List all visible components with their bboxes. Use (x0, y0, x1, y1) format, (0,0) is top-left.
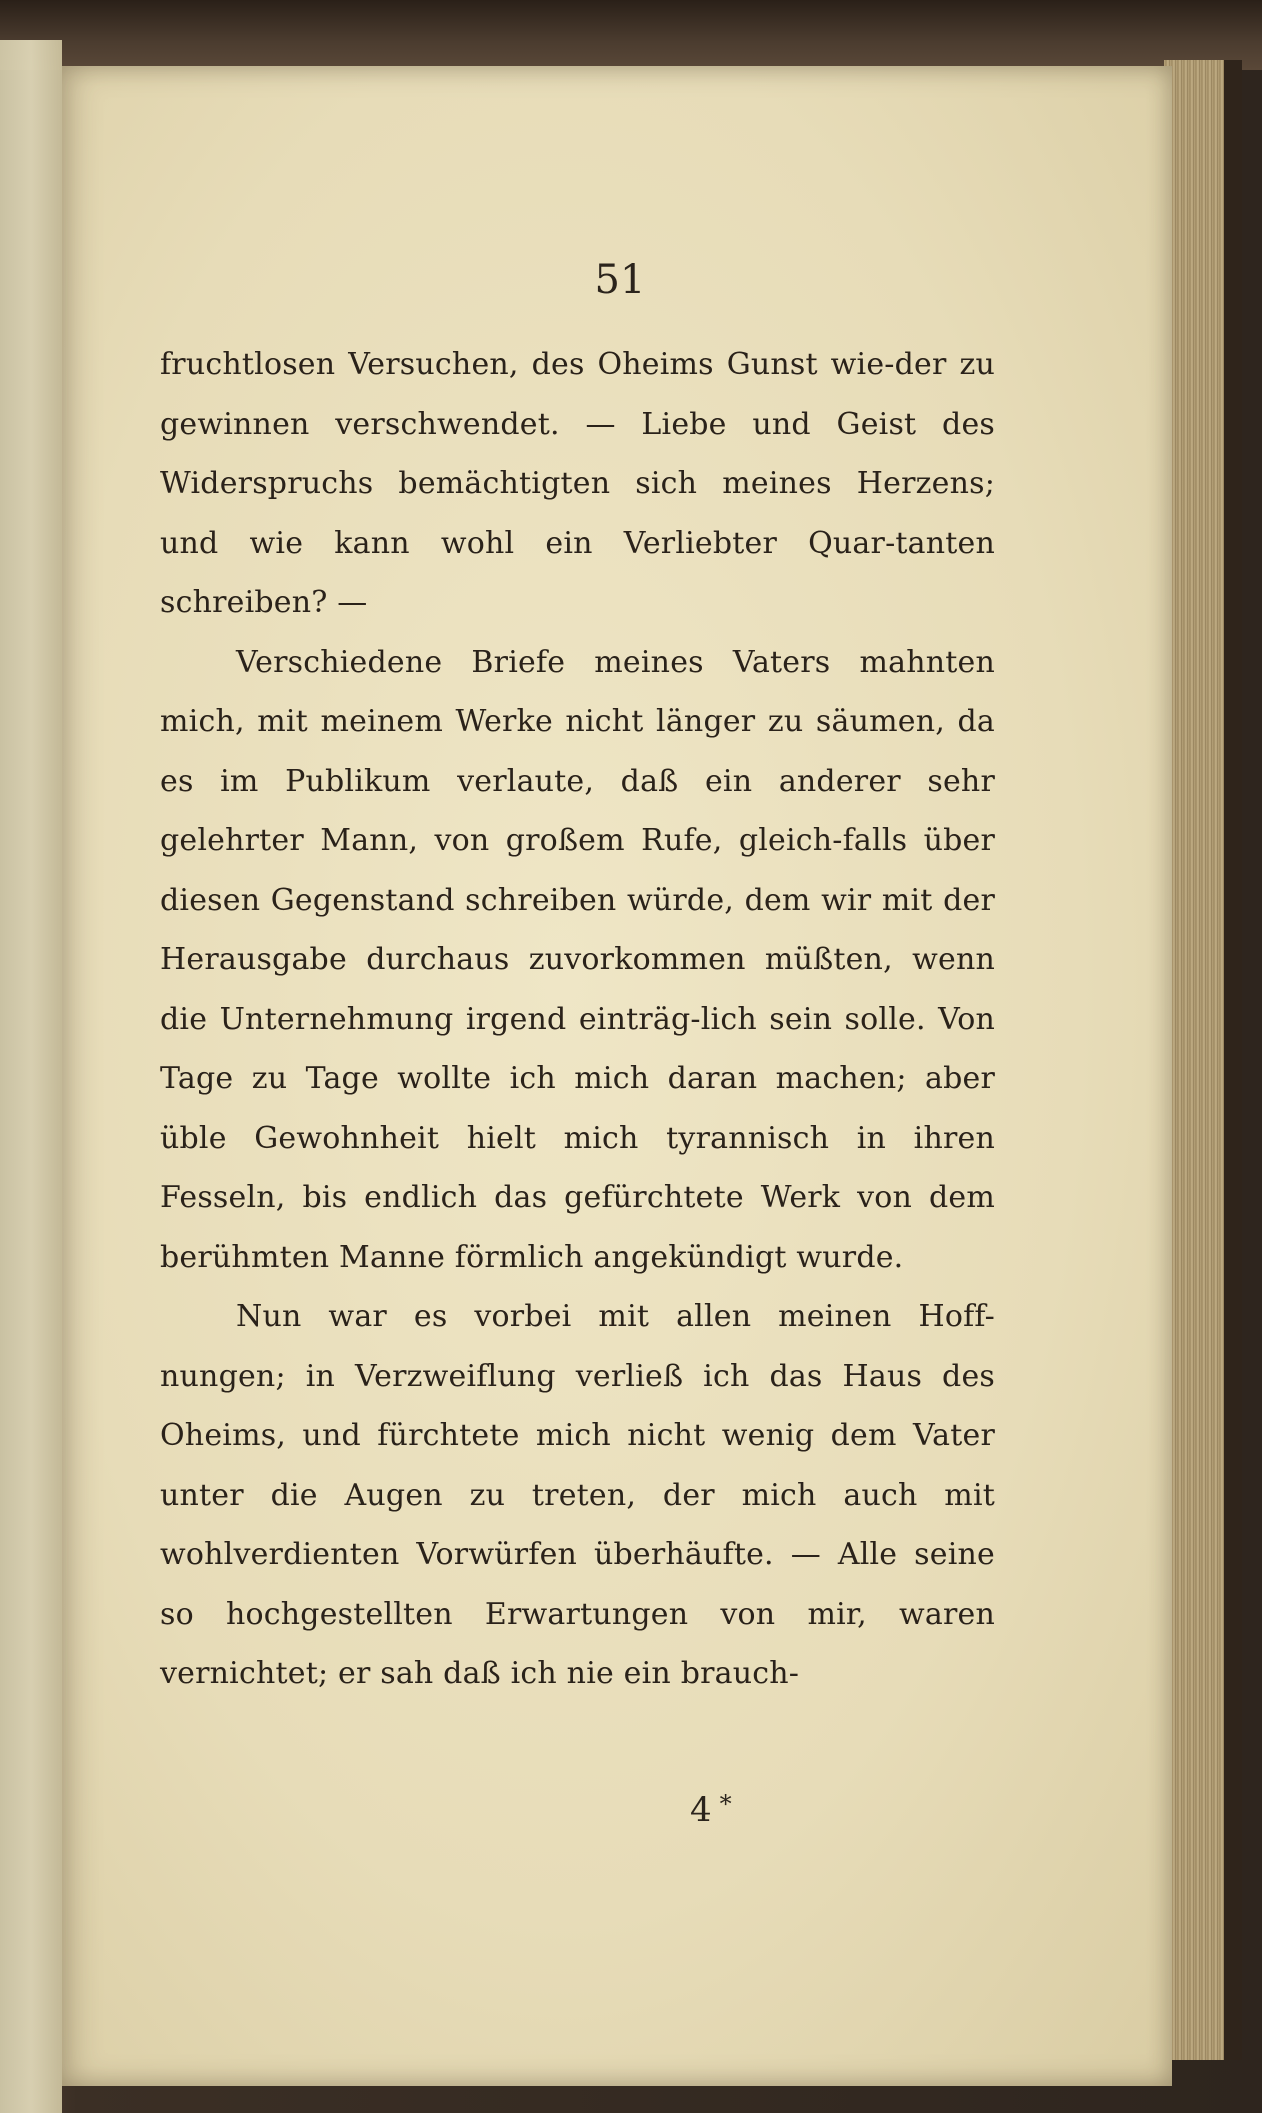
paragraph-1: fruchtlosen Versuchen, des Oheims Gunst wie-der zu gewinnen verschwendet. — Liebe und Geist des Widerspruchs bemächtigten sich meines Herzens; und wie kann wohl ein Verliebter Quar-tanten schreiben? — (160, 347, 995, 620)
page-number: 51 (594, 257, 646, 303)
paragraph-3: Nun war es vorbei mit allen meinen Hoff-nungen; in Verzweiflung verließ ich das Haus des Oheims, und fürchtete mich nicht wenig dem Vater unter die Augen zu treten, der mich auch mit wohlverdienten Vorwürfen überhäufte. — Alle seine so hochgestellten Erwartungen von mir, waren vernichtet; er sah daß ich nie ein brauch- (160, 1299, 995, 1691)
signature-mark (690, 1790, 790, 1830)
body-text (160, 335, 995, 1704)
signature-star: * (719, 1790, 732, 1818)
paragraph-2: Verschiedene Briefe meines Vaters mahnten mich, mit meinem Werke nicht länger zu säumen, da es im Publikum verlaute, daß ein anderer sehr gelehrter Mann, von großem Rufe, gleich-falls über diesen Gegenstand schreiben würde, dem wir mit der Herausgabe durchaus zuvorkommen müßten, wenn die Unternehmung irgend einträg-lich sein solle. Von Tage zu Tage wollte ich mich daran machen; aber üble Gewohnheit hielt mich tyrannisch in ihren Fesseln, bis endlich das gefürchtete Werk von dem berühmten Manne förmlich angekündigt wurde. (160, 644, 995, 1275)
page-edge-stack (1164, 60, 1242, 2060)
book-cover-top-edge (0, 0, 1262, 70)
signature-number: 4 (690, 1790, 712, 1830)
facing-page-edge (0, 40, 62, 2113)
